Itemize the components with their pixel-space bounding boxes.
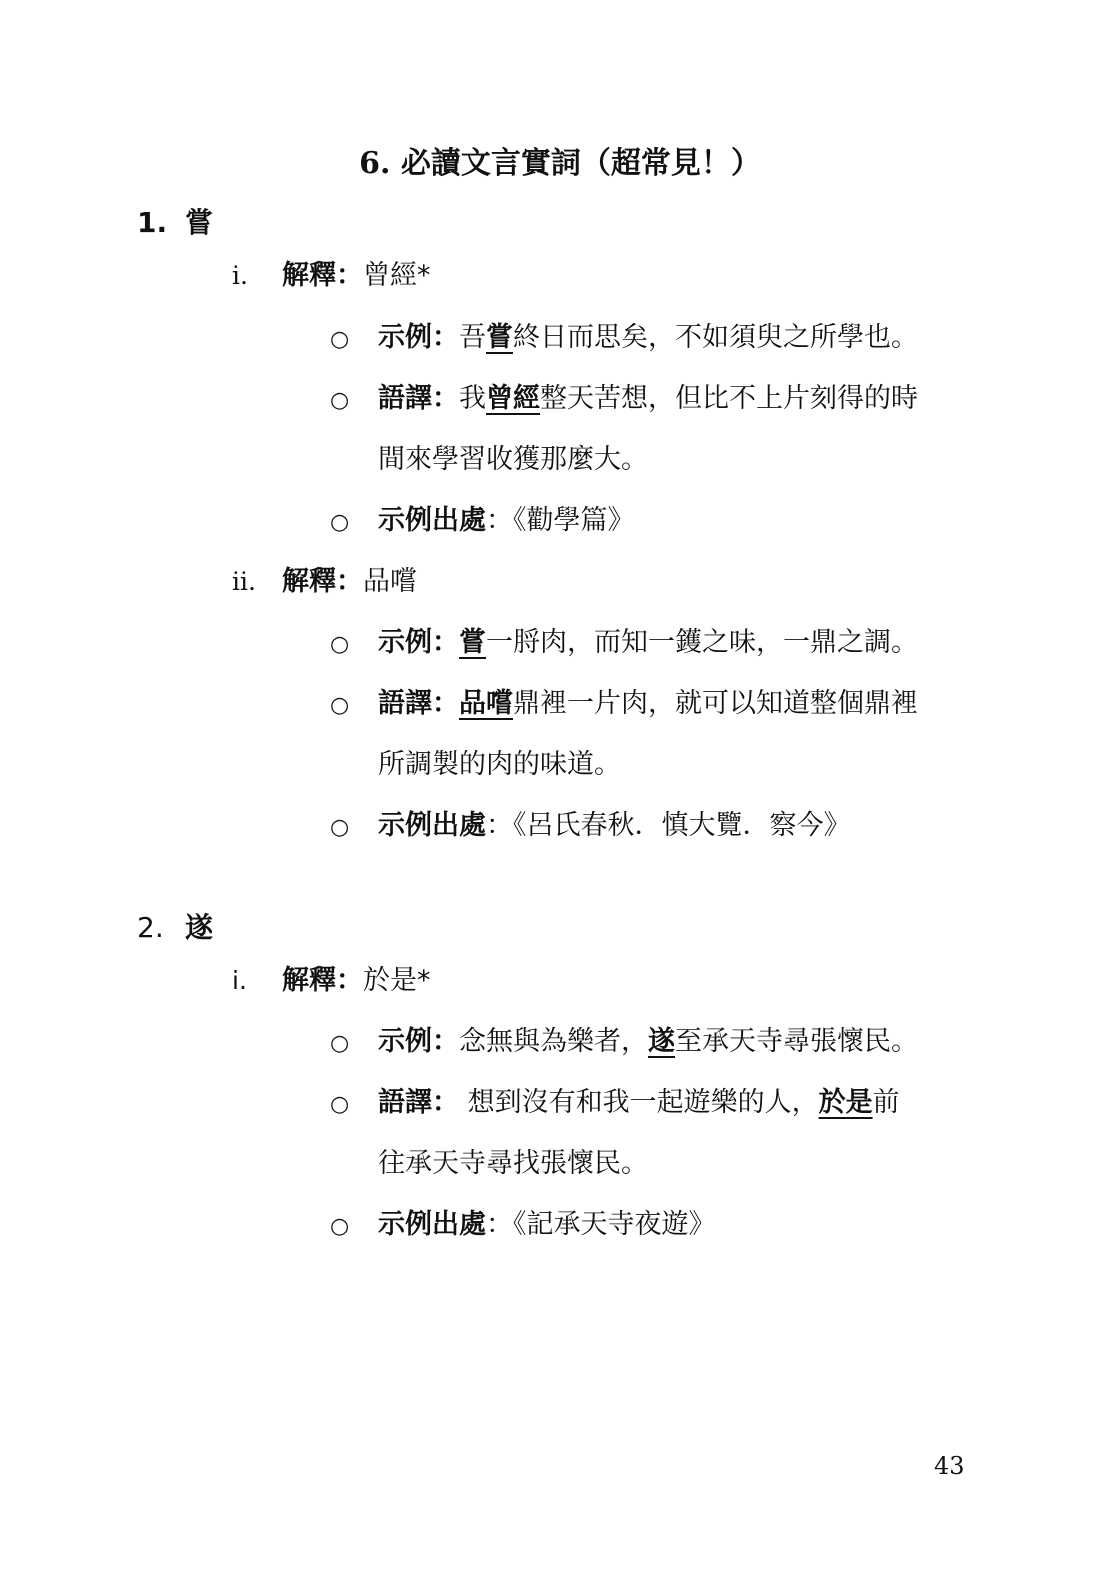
example-line [378,1022,918,1062]
source-label: 示例出處 [378,1209,486,1240]
source-colon: ： [486,1209,513,1240]
title-number: 6. [359,146,391,181]
source-text: 《呂氏春秋．慎大覽．察今》 [513,810,851,841]
example-text-post: 一脟肉，而知一鑊之味，一鼎之調。 [486,627,918,658]
example-label: 示例： [378,322,459,353]
example-label: 示例： [378,627,459,658]
translation-text-pre: 想到沒有和我一起遊樂的人， [459,1087,819,1118]
example-line [378,623,918,663]
meaning-text: 品嚐 [363,566,417,597]
bullet-icon: ○ [330,815,350,840]
translation-keyword: 於是 [818,1087,873,1118]
translation-label: 語譯： [378,688,459,719]
sense-heading [232,562,417,602]
source-line [378,501,635,541]
bullet-icon: ○ [330,388,350,413]
source-colon: ： [486,505,513,536]
example-text-pre: 念無與為樂者， [459,1026,648,1057]
example-text-pre: 吾 [459,322,486,353]
example-label: 示例： [378,1026,459,1057]
meaning-label: 解釋： [282,260,363,291]
translation-text-post: 整天苦想，但比不上片刻得的時 [540,383,918,414]
source-label: 示例出處 [378,810,486,841]
source-colon: ： [486,810,513,841]
title-text: 必讀文言實詞（超常見！） [400,146,761,181]
bullet-icon: ○ [330,1031,350,1056]
translation-label: 語譯： [378,383,459,414]
word-heading-2 [137,908,213,948]
translation-continuation: 間來學習收獲那麼大。 [378,444,648,475]
sense-heading [232,256,431,296]
source-label: 示例出處 [378,505,486,536]
word-headword: 嘗 [185,206,214,239]
bullet-icon: ○ [330,1214,350,1239]
example-keyword: 遂 [648,1026,675,1057]
translation-keyword: 品嚐 [459,688,513,719]
bullet-icon: ○ [330,632,350,657]
word-number: 1. [137,206,168,239]
translation-line [378,379,918,419]
example-text-post: 至承天寺尋張懷民。 [675,1026,918,1057]
source-line [378,806,851,846]
word-headword: 遂 [185,911,214,944]
page-title [0,142,1120,186]
translation-text-pre: 我 [459,383,486,414]
translation-continuation: 所調製的肉的味道。 [378,749,621,780]
translation-continuation: 往承天寺尋找張懷民。 [378,1148,648,1179]
example-keyword: 嘗 [459,627,486,658]
bullet-icon: ○ [330,693,350,718]
bullet-icon: ○ [330,1092,350,1117]
meaning-text: 曾經* [363,260,431,291]
example-text-post: 終日而思矣，不如須臾之所學也。 [513,322,918,353]
translation-text-post: 前 [872,1087,900,1118]
meaning-label: 解釋： [282,965,363,996]
translation-label: 語譯： [378,1087,459,1118]
page-number: 43 [934,1452,965,1480]
meaning-text: 於是* [363,965,431,996]
example-line [378,318,918,358]
source-line [378,1205,716,1245]
bullet-icon: ○ [330,510,350,535]
meaning-label: 解釋： [282,566,363,597]
sense-heading [232,961,431,1001]
translation-line [378,684,918,724]
sense-numeral: i. [232,966,247,995]
sense-numeral: i. [232,261,248,290]
sense-numeral: ii. [232,567,256,596]
translation-text-post: 鼎裡一片肉，就可以知道整個鼎裡 [513,688,918,719]
source-text: 《勸學篇》 [513,505,635,536]
translation-line [378,1083,900,1123]
source-text: 《記承天寺夜遊》 [513,1209,716,1240]
translation-keyword: 曾經 [486,383,540,414]
example-keyword: 嘗 [486,322,513,353]
word-heading-1 [137,203,213,243]
word-number: 2. [137,911,164,944]
bullet-icon: ○ [330,327,350,352]
